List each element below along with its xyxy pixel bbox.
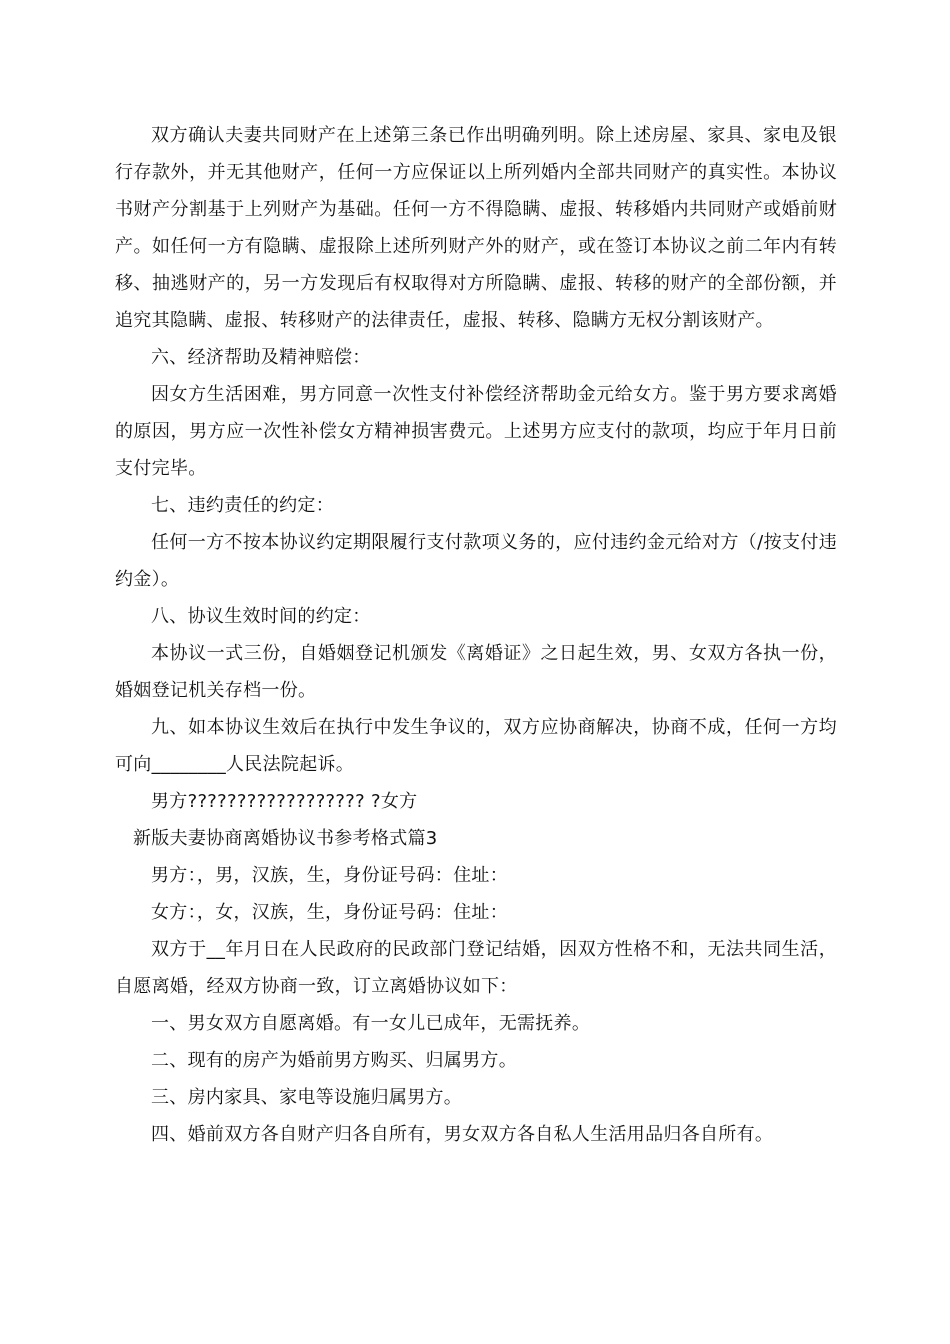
clause-3: 三、房内家具、家电等设施归属男方。 <box>151 1087 463 1108</box>
clause-4: 四、婚前双方各自财产归各自所有，男女双方各自私人生活用品归各自所有。 <box>151 1124 774 1145</box>
section-heading-effective-time: 八、协议生效时间的约定： <box>151 606 371 627</box>
article-title: 新版夫妻协商离婚协议书参考格式篇3 <box>133 828 438 849</box>
party-female: 女方：，女，汉族，生，身份证号码：住址： <box>151 902 508 923</box>
document-body <box>115 117 837 1153</box>
clause-1: 一、男女双方自愿离婚。有一女儿已成年，无需抚养。 <box>151 1013 591 1034</box>
paragraph-breach: 任何一方不按本协议约定期限履行支付款项义务的，应付违约金元给对方（/按支付违约金）。 <box>115 532 837 590</box>
section-heading-breach: 七、违约责任的约定： <box>151 495 334 516</box>
paragraph-dispute: 九、如本协议生效后在执行中发生争议的，双方应协商解决，协商不成，任何一方均可向________人民法院起诉。 <box>115 717 837 775</box>
paragraph-marriage-statement: 双方于__年月日在人民政府的民政部门登记结婚，因双方性格不和，无法共同生活，自愿离婚，经双方协商一致，订立离婚协议如下： <box>115 939 837 997</box>
clause-2: 二、现有的房产为婚前男方购买、归属男方。 <box>151 1050 517 1071</box>
paragraph-effective-time: 本协议一式三份，自婚姻登记机颁发《离婚证》之日起生效，男、女双方各执一份，婚姻登记机关存档一份。 <box>115 643 837 701</box>
signature-line: 男方?????????????????? ?女方 <box>151 791 418 812</box>
section-heading-economic-help: 六、经济帮助及精神赔偿： <box>151 347 371 368</box>
party-male: 男方：，男，汉族，生，身份证号码：住址： <box>151 865 508 886</box>
paragraph-property-confirmation: 双方确认夫妻共同财产在上述第三条已作出明确列明。除上述房屋、家具、家电及银行存款外，并无其他财产，任何一方应保证以上所列婚内全部共同财产的真实性。本协议书财产分割基于上列财产为基础。任何一方不得隐瞒、虚报、转移婚内共同财产或婚前财产。如任何一方有隐瞒、虚报除上述所列财产外的财产，或在签订本协议之前二年内有转移、抽逃财产的，另一方发现后有权取得对方所隐瞒、虚报、转移的财产的全部份额，并追究其隐瞒、虚报、转移财产的法律责任，虚报、转移、隐瞒方无权分割该财产。 <box>115 125 837 331</box>
paragraph-economic-help: 因女方生活困难，男方同意一次性支付补偿经济帮助金元给女方。鉴于男方要求离婚的原因，男方应一次性补偿女方精神损害费元。上述男方应支付的款项，均应于年月日前支付完毕。 <box>115 384 837 479</box>
